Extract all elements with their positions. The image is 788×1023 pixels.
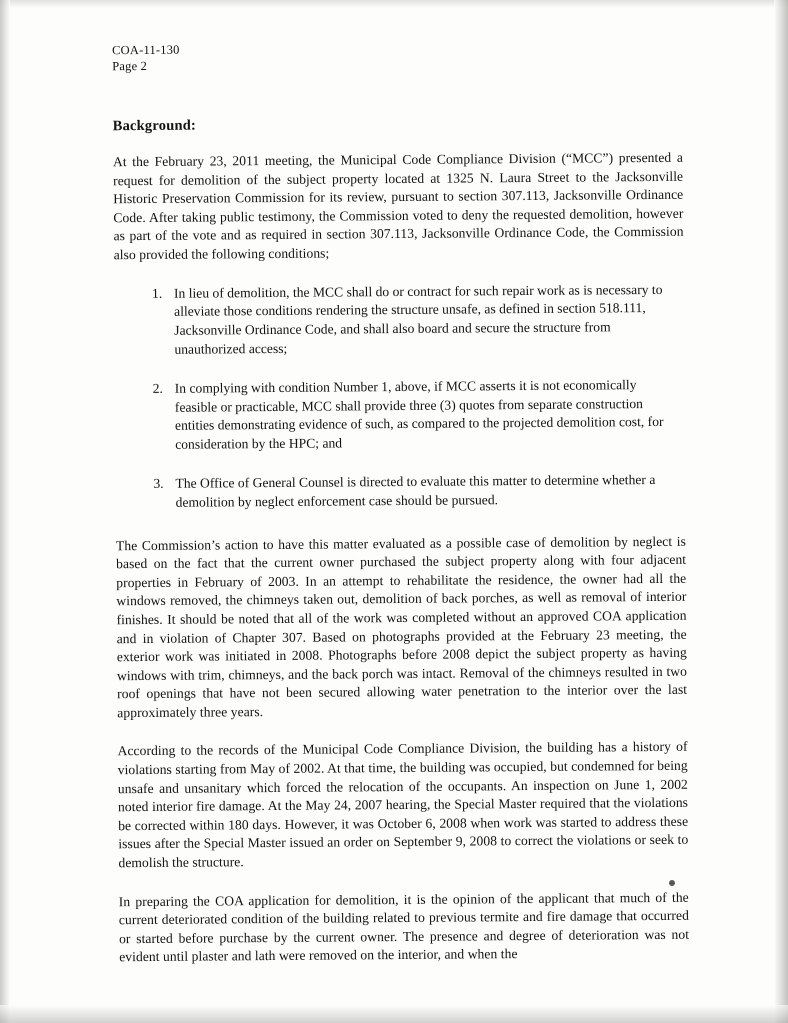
paragraph-applicant-opinion: In preparing the COA application for demolition, it is the opinion of the applicant that much of the current deteriorated condition of the building related to previous termite and fire damage that occurred or started before purchase by the current owner. The presence and degree of deterioration was not evident until plaster and lath were removed on the interior, and when the <box>118 889 690 965</box>
list-item <box>115 471 685 513</box>
paragraph-commission-action: The Commission’s action to have this matter evaluated as a possible case of demolition by neglect is based on the fact that the current owner purchased the subject property along with four adjacent properties in February of 2003. In an attempt to rehabilitate the residence, the owner had all the windows removed, the chimneys taken out, demolition of back porches, as well as removal of interior finishes. It should be noted that all of the work was completed without an approved COA application and in violation of Chapter 307. Based on photographs provided at the February 23 meeting, the exterior work was initiated in 2008. Photographs before 2008 depict the subject property as having windows with trim, chimneys, and the back porch was intact. Removal of the chimneys resulted in two roof openings that have not been secured allowing water penetration to the interior over the last approximately three years. <box>115 533 688 721</box>
document-header <box>112 38 682 74</box>
section-heading-background: Background: <box>112 117 197 135</box>
conditions-list <box>114 280 686 512</box>
page-number: Page 2 <box>112 58 148 74</box>
scan-artifact-smudge <box>669 880 675 886</box>
list-item-number: 1. <box>151 285 163 301</box>
scan-edge-right <box>774 0 788 1023</box>
list-item-number: 2. <box>152 380 163 396</box>
list-item <box>114 280 685 360</box>
list-item-text: In complying with condition Number 1, above, if MCC asserts it is not economically feasible or practicable, MCC shall provide three (3) quotes from separate construction entities demonstrating evidence of such, as compared to the projected demolition cost, for consideration by the HPC; and <box>174 376 664 452</box>
scan-edge-left <box>0 0 10 1023</box>
scan-edge-top <box>0 0 788 8</box>
document-id: COA-11-130 <box>112 42 180 58</box>
paragraph-intro: At the February 23, 2011 meeting, the Municipal Code Compliance Division (“MCC”) presented a request for demolition of the subject property located at 1325 N. Laura Street to the Jacksonville Historic Preservation Commission for its review, pursuant to section 307.113, Jacksonville Ordinance Code. After taking public testimony, the Commission voted to deny the requested demolition, however as part of the vote and as required in section 307.113, Jacksonville Ordinance Code, the Commission also provided the following conditions; <box>112 149 684 263</box>
list-item-number: 3. <box>153 475 164 491</box>
list-item <box>115 376 686 456</box>
document-body <box>112 38 689 967</box>
list-item-text: The Office of General Counsel is directed to evaluate this matter to determine whether a demolition by neglect enforcement case should be pursued. <box>175 471 656 510</box>
paragraph-violation-history: According to the records of the Municipal Code Compliance Division, the building has a history of violations starting from May of 2002. At that time, the building was occupied, but condemned for being unsafe and unsanitary which forced the relocation of the occupants. An inspection on June 1, 2002 noted interior fire damage. At the May 24, 2007 hearing, the Special Master required that the violations be corrected within 180 days. However, it was October 6, 2008 when work was started to address these issues after the Special Master issued an order on September 9, 2008 to correct the violations or seek to demolish the structure. <box>117 739 689 871</box>
list-item-text: In lieu of demolition, the MCC shall do or contract for such repair work as is necessary to alleviate those conditions rendering the structure unsafe, as defined in section 518.111, Jacksonville Ordinance Code, and shall also board and secure the structure from unauthorized access; <box>173 281 663 357</box>
scan-edge-bottom <box>0 1005 788 1023</box>
